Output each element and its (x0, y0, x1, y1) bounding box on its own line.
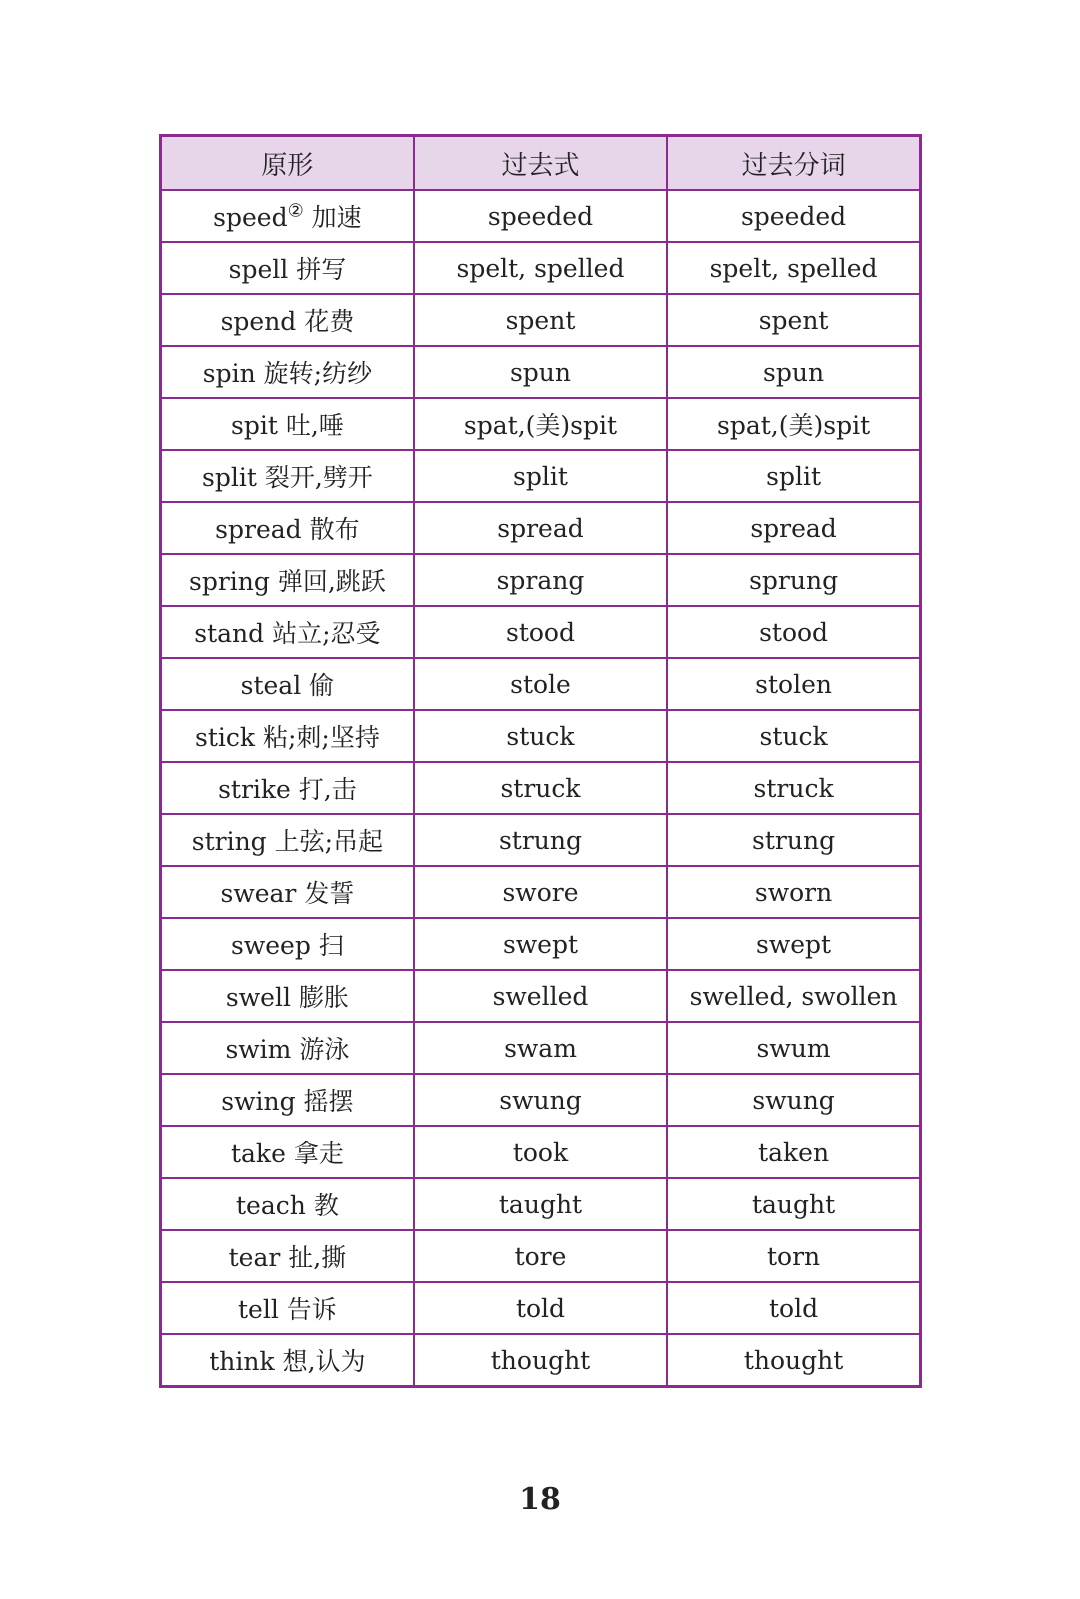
table-row (161, 398, 921, 450)
past-tense-cell: speeded (414, 190, 667, 242)
chinese-meaning: 站立;忍受 (272, 619, 381, 648)
past-tense-cell: spelt, spelled (414, 242, 667, 294)
past-participle-cell: taken (667, 1126, 920, 1178)
chinese-meaning: 拼写 (296, 255, 347, 284)
base-form-cell (161, 1022, 414, 1074)
past-participle-cell: sprung (667, 554, 920, 606)
base-verb: split (202, 463, 257, 492)
table-header (161, 136, 921, 191)
chinese-meaning: 膨胀 (298, 983, 349, 1012)
past-participle-cell: swelled, swollen (667, 970, 920, 1022)
past-participle-cell: struck (667, 762, 920, 814)
base-form-cell (161, 710, 414, 762)
chinese-meaning: 想,认为 (282, 1347, 366, 1376)
irregular-verb-table (159, 134, 922, 1388)
past-participle-cell: split (667, 450, 920, 502)
past-participle-cell: swept (667, 918, 920, 970)
page-number: 18 (519, 1482, 561, 1517)
header-row (161, 136, 921, 191)
past-participle-cell: swung (667, 1074, 920, 1126)
table-row (161, 1282, 921, 1334)
past-tense-cell: told (414, 1282, 667, 1334)
base-form-cell (161, 1074, 414, 1126)
past-participle-cell: speeded (667, 190, 920, 242)
table-row (161, 242, 921, 294)
table-row (161, 294, 921, 346)
past-tense-cell: stood (414, 606, 667, 658)
base-form-cell (161, 1126, 414, 1178)
chinese-meaning: 加速 (311, 203, 362, 232)
base-form-cell (161, 294, 414, 346)
table-body (161, 190, 921, 1387)
base-form-cell (161, 814, 414, 866)
base-form-cell (161, 1282, 414, 1334)
base-verb: spring (189, 567, 270, 596)
past-participle-cell: spent (667, 294, 920, 346)
chinese-meaning: 裂开,劈开 (264, 463, 373, 492)
chinese-meaning: 吐,唾 (285, 411, 344, 440)
chinese-meaning: 打,击 (298, 775, 357, 804)
table-row (161, 190, 921, 242)
base-verb: teach (236, 1191, 306, 1220)
table-row (161, 970, 921, 1022)
past-tense-cell: swept (414, 918, 667, 970)
base-verb: spend (220, 307, 297, 336)
base-verb: steal (240, 671, 302, 700)
base-form-cell (161, 1178, 414, 1230)
past-tense-cell: thought (414, 1334, 667, 1387)
past-participle-cell: taught (667, 1178, 920, 1230)
past-tense-cell: sprang (414, 554, 667, 606)
past-tense-cell: struck (414, 762, 667, 814)
past-tense-cell: swore (414, 866, 667, 918)
header-past-participle: 过去分词 (667, 136, 920, 191)
base-form-cell (161, 398, 414, 450)
chinese-meaning: 上弦;吊起 (274, 827, 384, 856)
table-row (161, 658, 921, 710)
past-tense-cell: swam (414, 1022, 667, 1074)
table-row (161, 1022, 921, 1074)
past-participle-cell: strung (667, 814, 920, 866)
past-participle-cell: spat,(美)spit (667, 398, 920, 450)
base-form-cell (161, 918, 414, 970)
header-past-tense: 过去式 (414, 136, 667, 191)
base-verb: take (230, 1139, 286, 1168)
base-verb: string (191, 827, 267, 856)
table-row (161, 762, 921, 814)
table-row (161, 1126, 921, 1178)
base-verb: spit (231, 411, 278, 440)
base-verb: swell (225, 983, 291, 1012)
base-verb: spell (228, 255, 289, 284)
base-form-cell (161, 190, 414, 242)
past-participle-cell: sworn (667, 866, 920, 918)
past-participle-cell: swum (667, 1022, 920, 1074)
chinese-meaning: 旋转;纺纱 (263, 359, 373, 388)
base-form-cell (161, 970, 414, 1022)
base-form-cell (161, 1334, 414, 1387)
base-verb: swing (221, 1087, 296, 1116)
base-form-cell (161, 762, 414, 814)
base-verb: swim (225, 1035, 292, 1064)
past-participle-cell: stolen (667, 658, 920, 710)
base-verb: speed (213, 203, 288, 232)
table-row (161, 1334, 921, 1387)
base-verb: spin (202, 359, 256, 388)
table-row (161, 1230, 921, 1282)
chinese-meaning: 扫 (318, 931, 344, 960)
past-participle-cell: told (667, 1282, 920, 1334)
past-participle-cell: stuck (667, 710, 920, 762)
chinese-meaning: 教 (313, 1191, 339, 1220)
base-verb: swear (220, 879, 297, 908)
base-form-cell (161, 866, 414, 918)
chinese-meaning: 摇摆 (303, 1087, 354, 1116)
chinese-meaning: 发誓 (304, 879, 355, 908)
past-tense-cell: stole (414, 658, 667, 710)
past-tense-cell: spat,(美)spit (414, 398, 667, 450)
chinese-meaning: 散布 (309, 515, 360, 544)
chinese-meaning: 告诉 (286, 1295, 337, 1324)
past-tense-cell: took (414, 1126, 667, 1178)
base-form-cell (161, 1230, 414, 1282)
base-form-cell (161, 606, 414, 658)
base-verb: think (209, 1347, 275, 1376)
past-participle-cell: spread (667, 502, 920, 554)
base-verb: strike (218, 775, 291, 804)
base-form-cell (161, 346, 414, 398)
past-tense-cell: swung (414, 1074, 667, 1126)
chinese-meaning: 弹回,跳跃 (277, 567, 386, 596)
chinese-meaning: 偷 (309, 671, 335, 700)
table-row (161, 918, 921, 970)
table-row (161, 710, 921, 762)
table-row (161, 606, 921, 658)
past-tense-cell: stuck (414, 710, 667, 762)
past-tense-cell: spun (414, 346, 667, 398)
base-verb: tear (228, 1243, 281, 1272)
past-tense-cell: spent (414, 294, 667, 346)
chinese-meaning: 游泳 (299, 1035, 350, 1064)
table-row (161, 1178, 921, 1230)
base-form-cell (161, 502, 414, 554)
past-tense-cell: split (414, 450, 667, 502)
base-verb: spread (215, 515, 302, 544)
table-row (161, 866, 921, 918)
table-row (161, 450, 921, 502)
header-base-form: 原形 (161, 136, 414, 191)
table-row (161, 1074, 921, 1126)
chinese-meaning: 花费 (304, 307, 355, 336)
past-tense-cell: tore (414, 1230, 667, 1282)
past-participle-cell: stood (667, 606, 920, 658)
table-row (161, 554, 921, 606)
past-participle-cell: spelt, spelled (667, 242, 920, 294)
past-tense-cell: swelled (414, 970, 667, 1022)
base-form-cell (161, 554, 414, 606)
base-verb: sweep (231, 931, 311, 960)
past-tense-cell: taught (414, 1178, 667, 1230)
past-tense-cell: spread (414, 502, 667, 554)
table-row (161, 502, 921, 554)
past-tense-cell: strung (414, 814, 667, 866)
base-verb: tell (238, 1295, 279, 1324)
base-form-cell (161, 658, 414, 710)
past-participle-cell: torn (667, 1230, 920, 1282)
base-form-cell (161, 450, 414, 502)
base-form-cell (161, 242, 414, 294)
table-row (161, 346, 921, 398)
chinese-meaning: 粘;刺;坚持 (262, 723, 380, 752)
chinese-meaning: 扯,撕 (288, 1243, 347, 1272)
base-verb: stand (194, 619, 265, 648)
base-verb: stick (194, 723, 256, 752)
past-participle-cell: spun (667, 346, 920, 398)
table-row (161, 814, 921, 866)
footnote-marker: ② (287, 200, 304, 222)
past-participle-cell: thought (667, 1334, 920, 1387)
chinese-meaning: 拿走 (293, 1139, 344, 1168)
